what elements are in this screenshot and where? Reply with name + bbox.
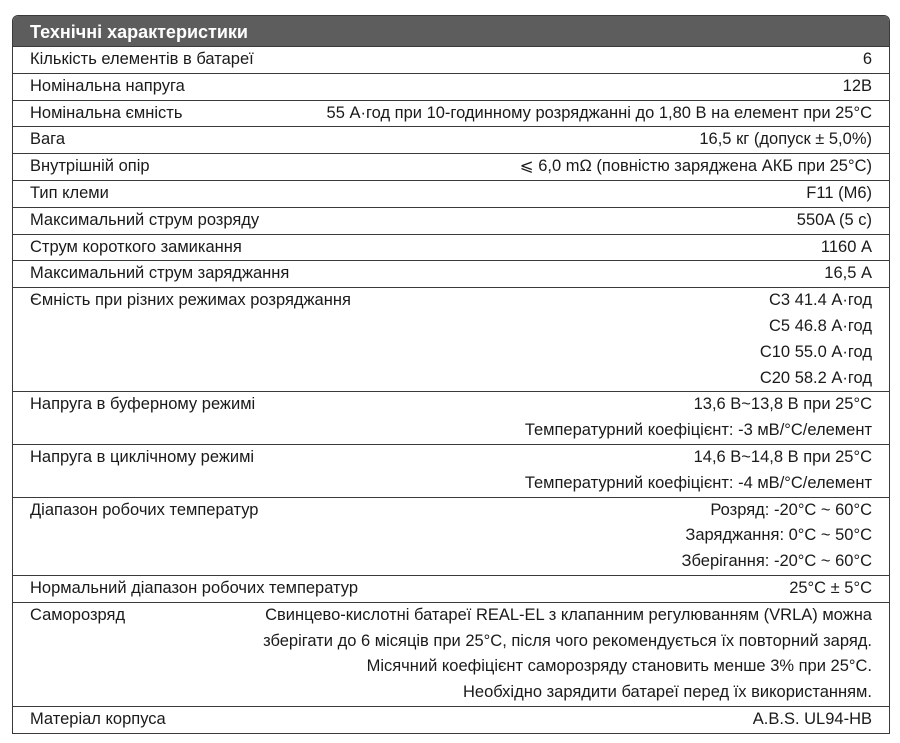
row-value: 14,6 В~14,8 В при 25°C [693, 447, 872, 466]
row-value: Необхідно зарядити батареї перед їх використанням. [463, 683, 872, 702]
row-label: Діапазон робочих температур [30, 500, 259, 519]
row-value: 25°C ± 5°C [789, 578, 872, 597]
row-value: Температурний коефіцієнт: -4 мВ/°С/елемент [524, 473, 872, 492]
row-values [13, 603, 889, 706]
row-label: Вага [30, 130, 66, 149]
table-row [13, 287, 889, 391]
row-value: 13,6 В~13,8 В при 25°C [693, 395, 872, 414]
table-row [13, 100, 889, 127]
row-label: Кількість елементів в батареї [30, 50, 254, 68]
row-value: 12В [842, 76, 872, 95]
row-label: Саморозряд [30, 605, 126, 624]
table-row [13, 260, 889, 287]
row-label: Матеріал корпуса [30, 709, 166, 728]
row-values [13, 127, 889, 153]
row-value: С5 46.8 А·год [769, 316, 872, 335]
row-value: зберігати до 6 місяців при 25°C, після чого рекомендується їх повторний заряд. [263, 631, 872, 650]
row-label: Максимальний струм розряду [30, 210, 260, 229]
table-row [13, 575, 889, 602]
row-label: Струм короткого замикання [30, 237, 242, 256]
row-label: Нормальний діапазон робочих температур [30, 578, 359, 597]
row-value: С3 41.4 А·год [769, 291, 872, 310]
row-value: ⩽ 6,0 mΩ (повністю заряджена АКБ при 25°C) [519, 157, 872, 176]
specs-table [12, 15, 890, 734]
row-values [13, 181, 889, 207]
row-value: Місячний коефіцієнт саморозряду становить менше 3% при 25°C. [366, 657, 872, 676]
row-value: Розряд: -20°C ~ 60°C [710, 500, 872, 519]
table-row [13, 602, 889, 706]
row-label: Номінальна напруга [30, 76, 185, 95]
table-row [13, 153, 889, 180]
table-row [13, 497, 889, 575]
table-title: Технічні характеристики [13, 16, 889, 46]
table-row [13, 126, 889, 153]
row-label: Номінальна ємність [30, 103, 183, 122]
table-body [13, 46, 889, 733]
table-row [13, 46, 889, 73]
row-value: 6 [862, 50, 872, 68]
row-value: 16,5 кг (допуск ± 5,0%) [699, 130, 872, 149]
table-row [13, 234, 889, 261]
row-label: Напруга в буферному режимі [30, 395, 256, 414]
table-row [13, 207, 889, 234]
row-value: Заряджання: 0°C ~ 50°C [685, 526, 872, 545]
row-value: F11 (M6) [806, 183, 872, 202]
row-value: A.B.S. UL94-HB [752, 709, 872, 728]
row-value: Температурний коефіцієнт: -3 мВ/°С/елемент [524, 421, 872, 440]
row-value: 16,5 А [824, 264, 872, 283]
row-label: Ємність при різних режимах розряджання [30, 291, 351, 310]
table-row [13, 73, 889, 100]
row-value: 55 А·год при 10-годинному розряджанні до 1,80 В на елемент при 25°C [326, 103, 872, 122]
row-label: Тип клеми [30, 183, 109, 202]
row-label: Максимальний струм заряджання [30, 264, 290, 283]
row-value: Зберігання: -20°C ~ 60°C [681, 552, 872, 571]
row-value: С10 55.0 А·год [759, 342, 872, 361]
row-value: Свинцево-кислотні батареї REAL-EL з клапанним регулюванням (VRLA) можна [265, 605, 872, 624]
table-row [13, 444, 889, 497]
table-row [13, 706, 889, 733]
row-value: С20 58.2 А·год [759, 368, 872, 387]
row-value: 550A (5 с) [796, 210, 872, 229]
table-row [13, 391, 889, 444]
row-label: Внутрішній опір [30, 157, 150, 176]
table-row [13, 180, 889, 207]
row-label: Напруга в циклічному режимі [30, 447, 255, 466]
row-value: 1160 А [820, 237, 872, 256]
